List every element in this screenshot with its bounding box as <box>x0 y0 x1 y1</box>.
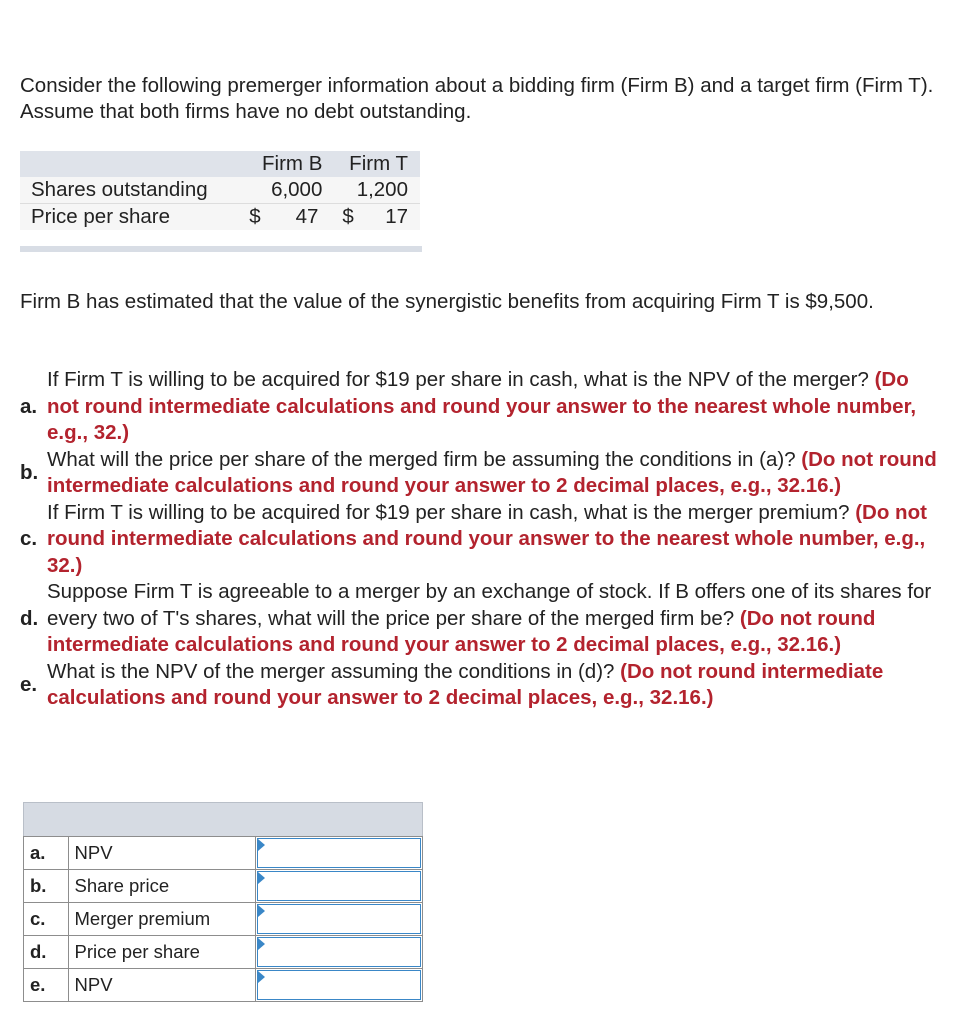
firm-b-shares: 6,000 <box>271 178 323 201</box>
shares-outstanding-label: Shares outstanding <box>31 178 208 201</box>
header-blank <box>20 151 235 177</box>
answer-table-header <box>23 802 423 837</box>
npv-stock-input[interactable] <box>257 970 421 1000</box>
question-letter: a. <box>20 394 38 418</box>
premerger-header-row <box>20 151 420 177</box>
row-price-per-share <box>20 204 420 231</box>
question-b <box>20 447 945 500</box>
question-text: If Firm T is willing to be acquired for $19 per share in cash, what is the NPV of the merger? <box>47 368 875 391</box>
question-letter: e. <box>20 672 38 696</box>
row-shares-outstanding <box>20 177 420 204</box>
firm-b-price-cell <box>235 204 322 231</box>
intro-text: Consider the following premerger information about a bidding firm (Firm B) and a target firm (Firm T). Assume that both firms have no debt outstanding. <box>20 74 934 123</box>
question-a <box>20 367 945 447</box>
answer-label: Share price <box>68 870 255 903</box>
price-per-share-input[interactable] <box>257 937 421 967</box>
answer-letter: c. <box>24 903 69 936</box>
answer-letter: a. <box>24 837 69 870</box>
answer-row-b <box>24 870 423 903</box>
answer-letter: d. <box>24 936 69 969</box>
firm-b-price: 47 <box>295 205 319 228</box>
share-price-input[interactable] <box>257 871 421 901</box>
answer-row-d <box>24 936 423 969</box>
answer-cell <box>255 903 422 936</box>
answer-label: NPV <box>68 969 255 1002</box>
question-instruction: (Do not round intermediate calculations and round your answer to 2 decimal places, e.g., 32.16.) <box>47 447 937 497</box>
answer-letter: b. <box>24 870 69 903</box>
question-instruction: (Do not round intermediate calculations and round your answer to the nearest whole number, e.g., 32.) <box>47 500 927 577</box>
answer-cell <box>255 936 422 969</box>
question-instruction: (Do not round intermediate calculations and round your answer to the nearest whole number, e.g., 32.) <box>47 368 917 444</box>
answer-row-c <box>24 903 423 936</box>
answer-letter: e. <box>24 969 69 1002</box>
table-divider <box>20 246 422 252</box>
question-letter: d. <box>20 606 39 630</box>
premerger-table <box>20 151 420 230</box>
answer-label: Merger premium <box>68 903 255 936</box>
question-d <box>20 579 945 659</box>
firm-t-currency: $ <box>342 205 354 228</box>
question-letter: c. <box>20 527 38 550</box>
header-firm-t: Firm T <box>349 152 408 175</box>
answer-cell <box>255 837 422 870</box>
merger-premium-input[interactable] <box>257 904 421 934</box>
question-instruction: (Do not round intermediate calculations and round your answer to 2 decimal places, e.g., 32.16.) <box>47 606 876 656</box>
answer-label: Price per share <box>68 936 255 969</box>
firm-t-shares: 1,200 <box>356 178 408 201</box>
firm-t-price-cell <box>322 204 420 231</box>
question-text: Suppose Firm T is agreeable to a merger by an exchange of stock. If B offers one of its shares for every two of T's shares, what will the price per share of the merged firm be? <box>47 580 932 630</box>
question-letter: b. <box>20 460 39 484</box>
question-e <box>20 659 945 712</box>
answer-label: NPV <box>68 837 255 870</box>
question-instruction: (Do not round intermediate calculations and round your answer to 2 decimal places, e.g., 32.16.) <box>47 659 884 709</box>
firm-t-price: 17 <box>385 205 408 228</box>
answer-row-a <box>24 837 423 870</box>
synergy-text: Firm B has estimated that the value of the synergistic benefits from acquiring Firm T is $9,500. <box>20 290 874 313</box>
header-firm-b: Firm B <box>262 152 323 175</box>
question-list <box>20 367 945 712</box>
answer-table <box>23 836 423 1002</box>
answer-cell <box>255 870 422 903</box>
question-text: If Firm T is willing to be acquired for $19 per share in cash, what is the merger premium? <box>47 500 856 524</box>
price-per-share-label: Price per share <box>20 204 235 231</box>
npv-input[interactable] <box>257 838 421 868</box>
firm-b-currency: $ <box>249 205 261 228</box>
question-text: What is the NPV of the merger assuming the conditions in (d)? <box>47 659 621 683</box>
answer-cell <box>255 969 422 1002</box>
answer-row-e <box>24 969 423 1002</box>
question-c <box>20 500 945 580</box>
question-text: What will the price per share of the merged firm be assuming the conditions in (a)? <box>47 447 802 471</box>
